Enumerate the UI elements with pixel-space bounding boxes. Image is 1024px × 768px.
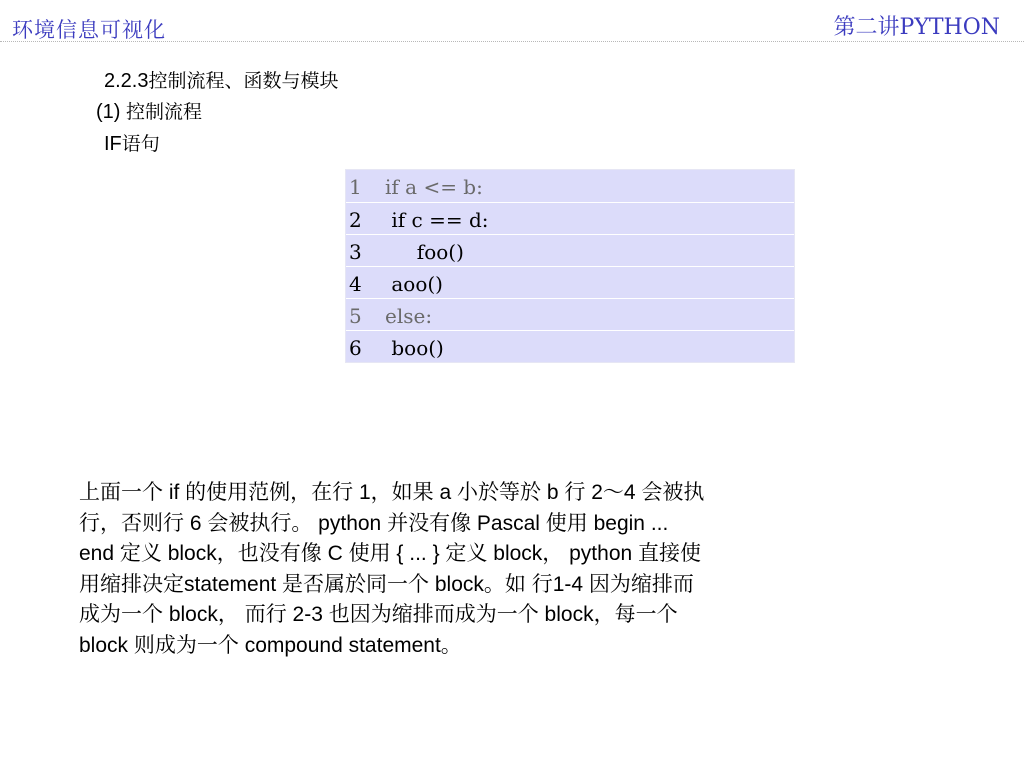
code-line — [346, 202, 794, 234]
header-divider — [0, 41, 1024, 42]
line-number: 2 — [349, 208, 362, 232]
paragraph-line: 用缩排决定statement 是否属於同一个 block。如 行1-4 因为缩排而 — [79, 572, 694, 596]
slide-header-title: 环境信息可视化 — [12, 18, 166, 42]
code-text: foo() — [385, 240, 464, 264]
paragraph-line: 成为一个 block， 而行 2-3 也因为缩排而成为一个 block，每一个 — [79, 603, 678, 626]
code-line — [346, 298, 794, 330]
code-line — [346, 266, 794, 298]
code-text: boo() — [385, 336, 444, 360]
section-heading — [104, 66, 339, 93]
code-block — [345, 169, 795, 363]
lecture-title: 第二讲PYTHON — [833, 15, 1000, 40]
code-text: if c == d: — [385, 208, 489, 232]
topic-heading — [104, 129, 160, 156]
section-title: 控制流程、函数与模块 — [148, 70, 339, 92]
subsection-heading — [96, 97, 202, 124]
code-line — [346, 234, 794, 266]
subsection-number: (1) — [96, 101, 121, 123]
code-text: else: — [385, 304, 433, 328]
section-number: 2.2.3 — [104, 70, 149, 92]
line-number: 5 — [349, 304, 362, 328]
line-number: 4 — [349, 272, 362, 296]
paragraph-line: 上面一个 if 的使用范例，在行 1，如果 a 小於等於 b 行 2～4 会被执 — [79, 481, 705, 504]
paragraph-line: block 则成为一个 compound statement。 — [79, 633, 462, 657]
explanation-paragraph — [79, 478, 849, 661]
code-line — [346, 170, 794, 202]
line-number: 3 — [349, 240, 362, 264]
code-text: if a <= b: — [385, 175, 483, 199]
topic-prefix: IF — [104, 133, 122, 155]
topic-suffix: 语句 — [121, 133, 160, 155]
line-number: 1 — [349, 175, 362, 199]
code-text: aoo() — [385, 272, 443, 296]
paragraph-line: 行，否则行 6 会被执行。 python 并没有像 Pascal 使用 begin ... — [79, 511, 669, 535]
subsection-title: 控制流程 — [126, 101, 203, 123]
code-line — [346, 330, 794, 362]
line-number: 6 — [349, 336, 362, 360]
paragraph-line: end 定义 block，也没有像 C 使用 { ... } 定义 block， python 直接使 — [79, 542, 702, 565]
